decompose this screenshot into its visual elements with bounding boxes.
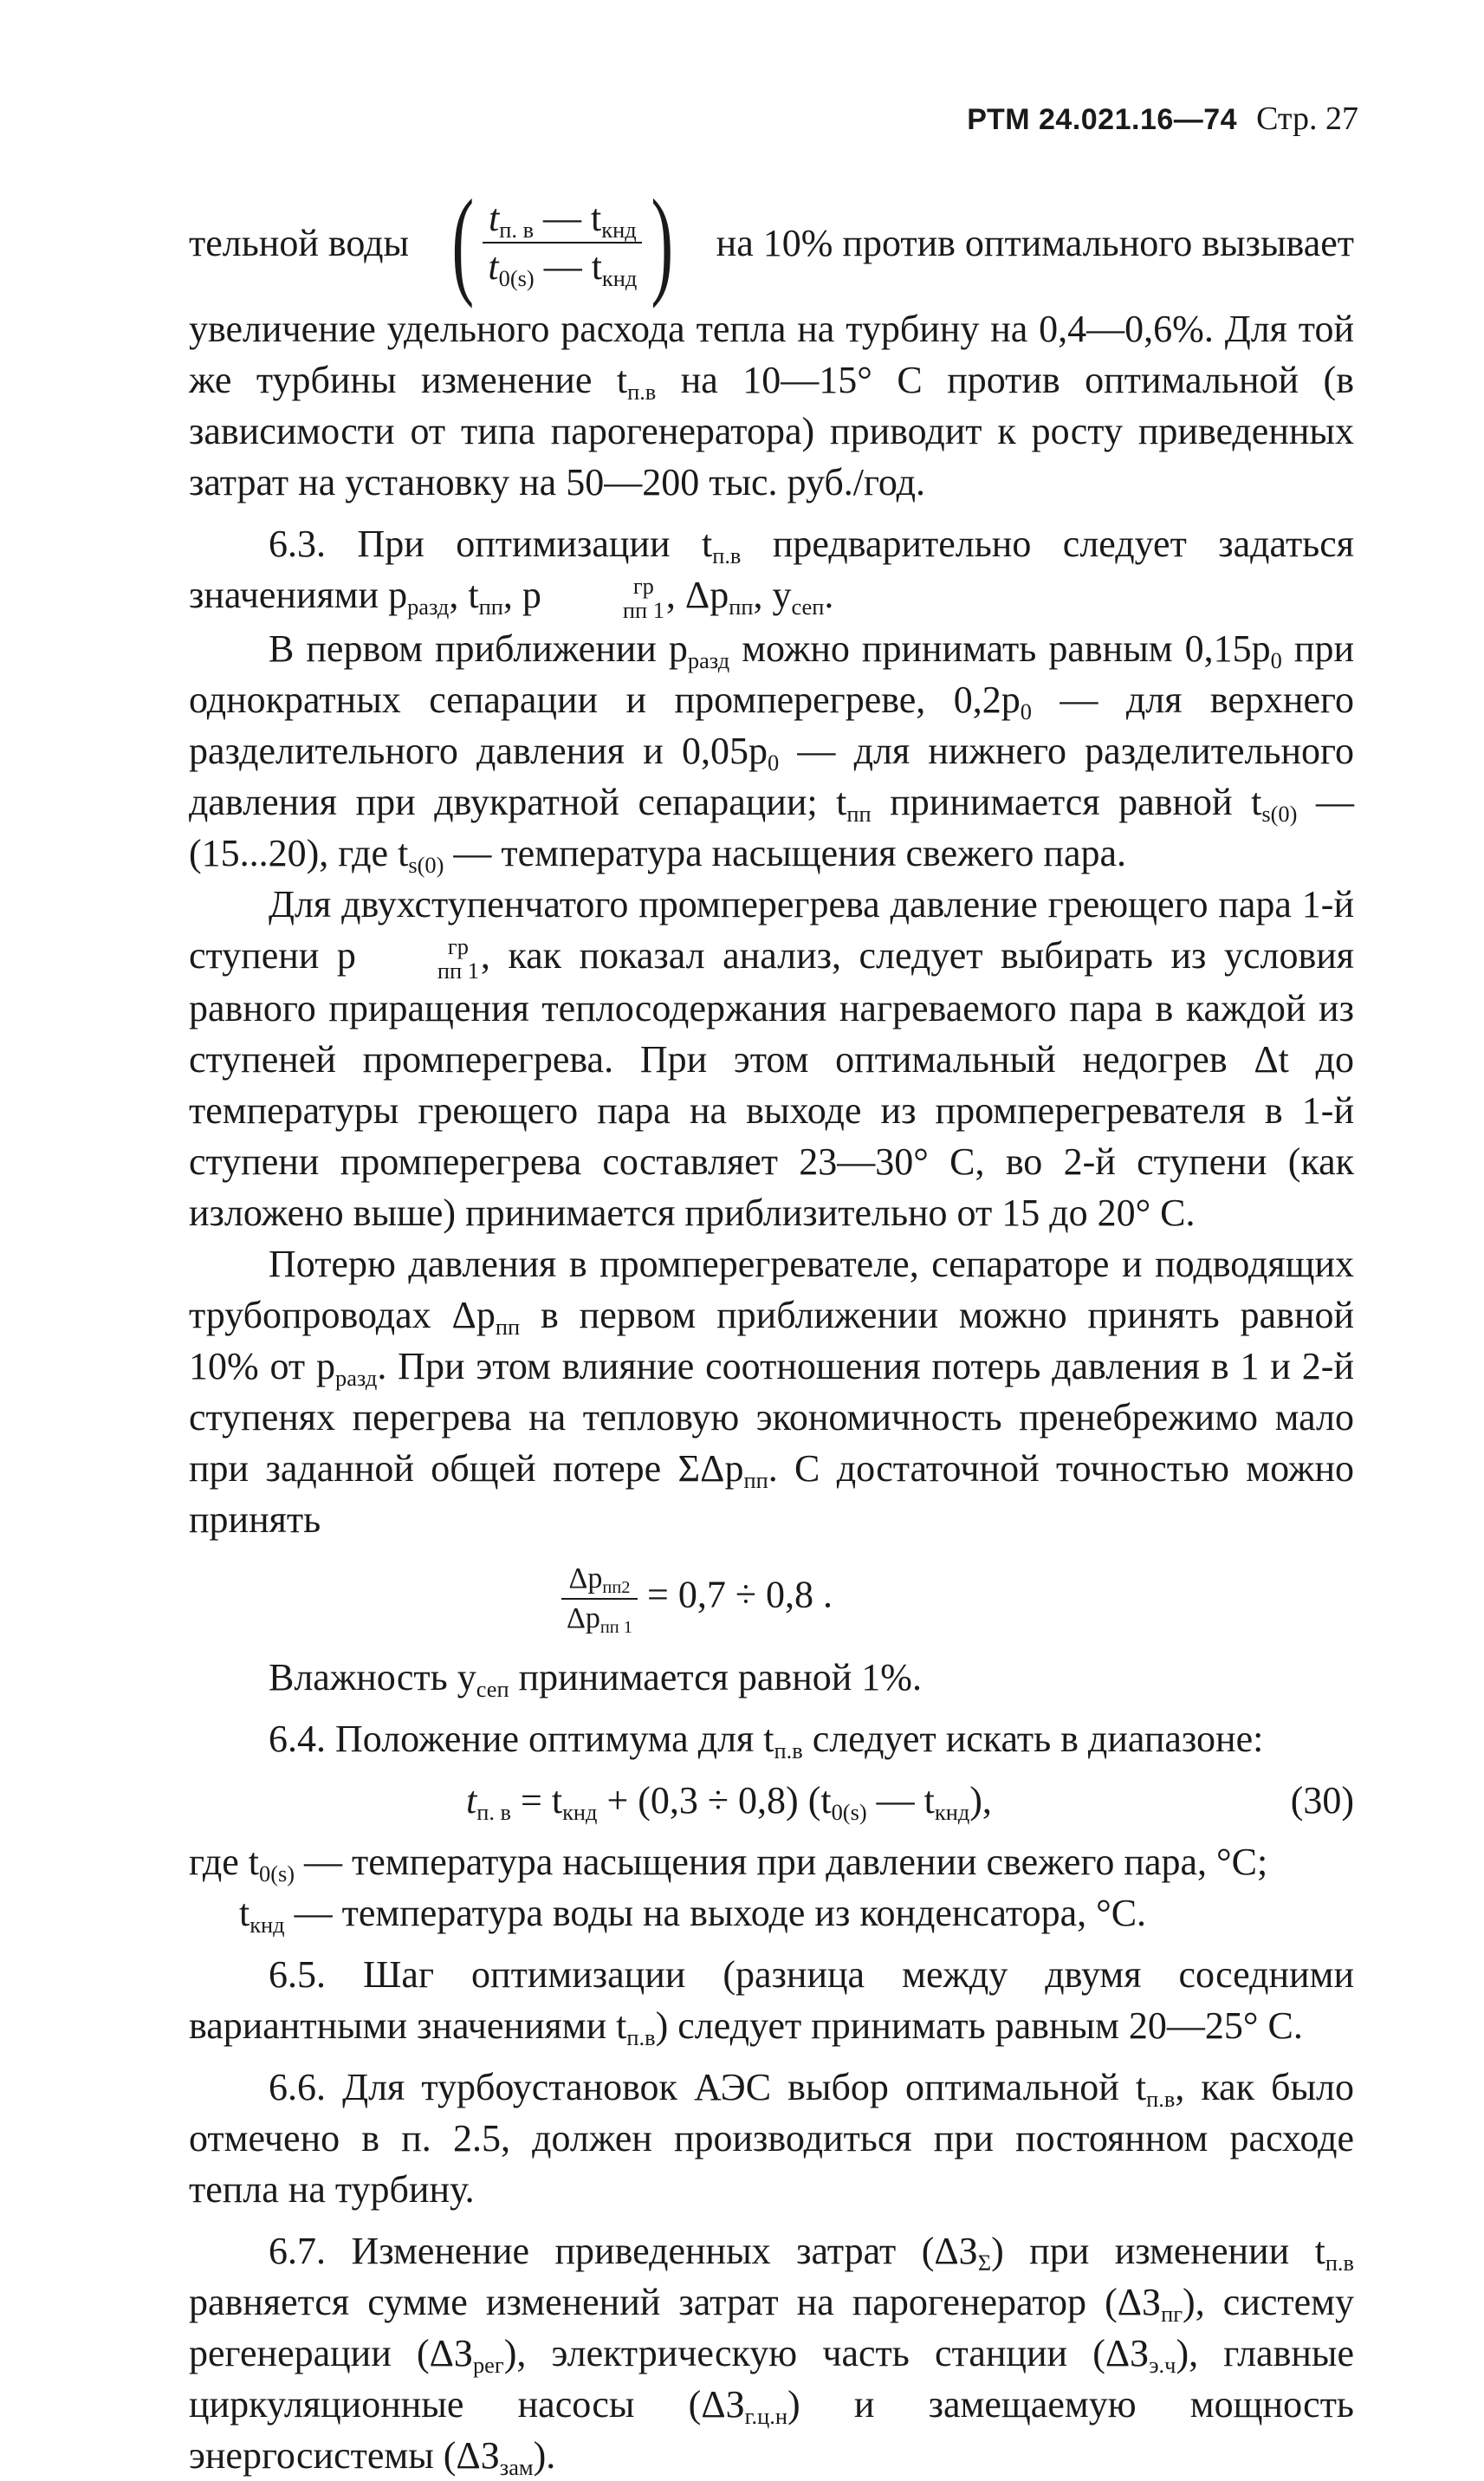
intro-prefix: тельной воды	[189, 221, 410, 264]
equation-30-body: $t_{п. в} = t_{кнд} + (0,3 \div 0,8)$ ($t_{0(s)}$ — $t_{кнд}$),	[466, 1779, 992, 1825]
equation-number: (30)	[1290, 1779, 1354, 1822]
temperature-ratio	[443, 175, 683, 309]
pressure-ratio-value: = 0,7 ÷ 0,8 .	[647, 1573, 833, 1616]
right-paren: )	[651, 175, 674, 309]
ratio-numerator: $t_{п. в}$ — $t_{кнд}$	[483, 198, 642, 244]
paragraph-6-4: 6.4. Положение оптимума для $t_{п.в}$ следует искать в диапазоне:	[269, 1718, 1264, 1763]
paragraph-where: где $t_{0(s)}$ — температура насыщения при давлении свежего пара, °С;	[189, 1841, 1268, 1887]
page-header	[967, 100, 1358, 138]
paragraph-first-approximation: В первом приближении $p_{разд}$ можно принимать равным $0,15p_0$ при однократных сепарации и промперегреве, $0,2p_0$ — для верхнего разделительного давления и $0,05p_0$ — для нижнего разделительного давления при двукратной сепарации; $t_{пп}$ принимается равной $t_{s(0)}$ — (15...20), где $t_{s(0)}$ — температура насыщения свежего пара.	[189, 627, 1354, 878]
pressure-ratio-fraction: $\frac{\Delta p_{пп2}}{\Delta p_{пп 1}}$	[561, 1562, 638, 1634]
ratio-fraction	[483, 198, 642, 289]
equation-30	[189, 1775, 1354, 1826]
paragraph-6-3: 6.3. При оптимизации $t_{п.в}$ предварительно следует задаться значениями $p_{разд}$, $t_{пп}$, p гр пп 1 , $\Delta p_{пп}$, $y_{сеп}$.	[189, 523, 1355, 623]
document-code: РТМ 24.021.16—74	[967, 103, 1238, 136]
left-paren: (	[451, 175, 474, 309]
page-number: Стр. 27	[1256, 101, 1358, 137]
equation-pressure-ratio	[189, 1562, 1354, 1637]
paragraph-two-stage-reheat: Для двухступенчатого промперегрева давление греющего пара 1-й ступени p гр пп 1 , как показал анализ, следует выбирать из условия равного приращения теплосодержания нагреваемого пара в каждой из ступеней промперегрева. При этом оптимальный недогрев Δt до температуры греющего пара на выходе из промперегревателя в 1-й ступени промперегрева составляет 23—30° С, во 2-й ступени (как изложено выше) принимается приблизительно от 15 до 20° С.	[189, 882, 1354, 1235]
paragraph-intro-cont: увеличение удельного расхода тепла на турбину на 0,4—0,6%. Для той же турбины изменение $t_{п.в}$ на 10—15° С против оптимальной (в зависимости от типа парогенератора) приводит к росту приведенных затрат на установку на 50—200 тыс. руб./год.	[189, 308, 1354, 503]
paragraph-pressure-loss: Потерю давления в промперегревателе, сепараторе и подводящих трубопроводах $\Delta p_{пп}$ в первом приближении можно принять равной 10% от $p_{разд}$. При этом влияние соотношения потерь давления в 1 и 2-й ступенях перегрева на тепловую экономичность пренебрежимо мало при заданной общей потере ΣΔp$_{пп}$. С достаточной точностью можно принять	[189, 1243, 1355, 1542]
ratio-denominator: $t_{0(s)}$ — $t_{кнд}$	[488, 245, 638, 291]
paragraph-6-6: 6.6. Для турбоустановок АЭС выбор оптимальной $t_{п.в}$, как было отмечено в п. 2.5, должен производиться при постоянном расходе тепла на турбину.	[189, 2066, 1354, 2211]
document-body	[189, 175, 1355, 2481]
intro-suffix: на 10% против оптимального вызывает	[716, 221, 1354, 264]
paragraph-6-5: 6.5. Шаг оптимизации (разница между двумя соседними вариантными значениями $t_{п.в}$) следует принимать равным 20—25° С.	[189, 1953, 1354, 2050]
intro-line	[189, 175, 1354, 309]
paragraph-6-7: 6.7. Изменение приведенных затрат $(\Delta З_\Sigma)$ при изменении $t_{п.в}$ равняется сумме изменений затрат на парогенератор $(\Delta З_{пг})$, систему регенерации $(\Delta З_{рег})$, электрическую часть станции $(\Delta З_{э.ч})$, главные циркуляционные насосы $(\Delta З_{г.ц.н})$ и замещаемую мощность энергосистемы $(\Delta З_{зам})$.	[189, 2230, 1355, 2480]
paragraph-humidity: Влажность $y_{сеп}$ принимается равной 1%.	[269, 1656, 922, 1702]
paragraph-where-2: $t_{кнд}$ — температура воды на выходе из конденсатора, °С.	[239, 1892, 1147, 1938]
